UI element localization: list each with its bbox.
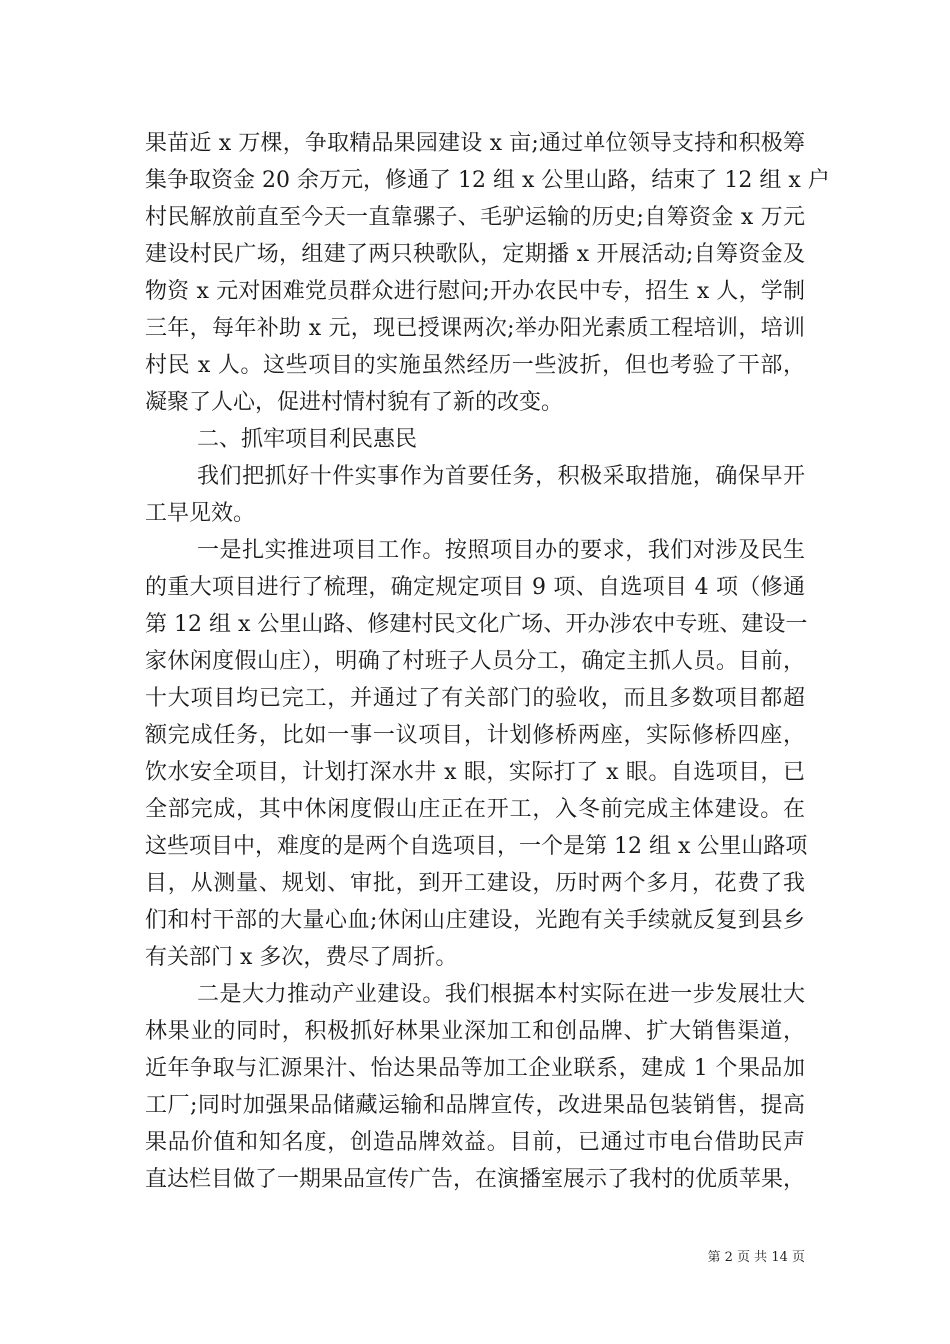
text-line: 直达栏目做了一期果品宣传广告，在演播室展示了我村的优质苹果， — [145, 1167, 806, 1192]
paragraph — [145, 532, 808, 976]
text-line: 工早见效。 — [145, 501, 256, 526]
text-line: 村民 x 人。这些项目的实施虽然经历一些波折，但也考验了干部， — [145, 353, 805, 378]
section-heading-text: 二、抓牢项目利民惠民 — [197, 427, 418, 452]
text-line: 第 12 组 x 公里山路、修建村民文化广场、开办涉农中专班、建设一 — [145, 612, 808, 637]
text-line: 二是大力推动产业建设。我们根据本村实际在进一步发展壮大 — [197, 982, 805, 1007]
text-line: 全部完成，其中休闲度假山庄正在开工，入冬前完成主体建设。在 — [145, 797, 805, 822]
section-heading — [145, 421, 805, 458]
text-line: 建设村民广场，组建了两只秧歌队，定期播 x 开展活动;自筹资金及 — [145, 242, 805, 267]
text-line: 林果业的同时，积极抓好林果业深加工和创品牌、扩大销售渠道， — [145, 1019, 805, 1044]
text-line: 目，从测量、规划、审批，到开工建设，历时两个多月，花费了我 — [145, 871, 805, 896]
text-line: 集争取资金 20 余万元，修通了 12 组 x 公里山路，结束了 12 组 x 户 — [145, 168, 830, 193]
text-line: 果品价值和知名度，创造品牌效益。目前，已通过市电台借助民声 — [145, 1130, 805, 1155]
text-line: 这些项目中，难度的是两个自选项目，一个是第 12 组 x 公里山路项 — [145, 834, 808, 859]
page-number-footer: 第 2 页 共 14 页 — [707, 1250, 805, 1265]
text-line: 十大项目均已完工，并通过了有关部门的验收，而且多数项目都超 — [145, 686, 805, 711]
document-body — [145, 125, 830, 1198]
text-line: 我们把抓好十件实事作为首要任务，积极采取措施，确保早开 — [197, 464, 805, 489]
paragraph — [145, 976, 805, 1198]
text-line: 饮水安全项目，计划打深水井 x 眼，实际打了 x 眼。自选项目，已 — [145, 760, 805, 785]
text-line: 村民解放前直至今天一直靠骡子、毛驴运输的历史;自筹资金 x 万元 — [145, 205, 805, 230]
text-line: 们和村干部的大量心血;休闲山庄建设，光跑有关手续就反复到县乡 — [145, 908, 805, 933]
text-line: 近年争取与汇源果汁、怡达果品等加工企业联系，建成 1 个果品加 — [145, 1056, 805, 1081]
paragraph — [145, 125, 830, 421]
text-line: 有关部门 x 多次，费尽了周折。 — [145, 945, 458, 970]
text-line: 的重大项目进行了梳理，确定规定项目 9 项、自选项目 4 项（修通 — [145, 575, 805, 600]
paragraph — [145, 458, 805, 532]
text-line: 果苗近 x 万棵，争取精品果园建设 x 亩;通过单位领导支持和积极筹 — [145, 131, 805, 156]
text-line: 家休闲度假山庄），明确了村班子人员分工，确定主抓人员。目前， — [145, 649, 805, 674]
text-line: 一是扎实推进项目工作。按照项目办的要求，我们对涉及民生 — [197, 538, 805, 563]
text-line: 额完成任务，比如一事一议项目，计划修桥两座，实际修桥四座， — [145, 723, 805, 748]
text-line: 物资 x 元对困难党员群众进行慰问;开办农民中专，招生 x 人，学制 — [145, 279, 805, 304]
text-line: 工厂;同时加强果品储藏运输和品牌宣传，改进果品包装销售，提高 — [145, 1093, 805, 1118]
text-line: 三年，每年补助 x 元，现已授课两次;举办阳光素质工程培训，培训 — [145, 316, 805, 341]
text-line: 凝聚了人心，促进村情村貌有了新的改变。 — [145, 390, 564, 415]
